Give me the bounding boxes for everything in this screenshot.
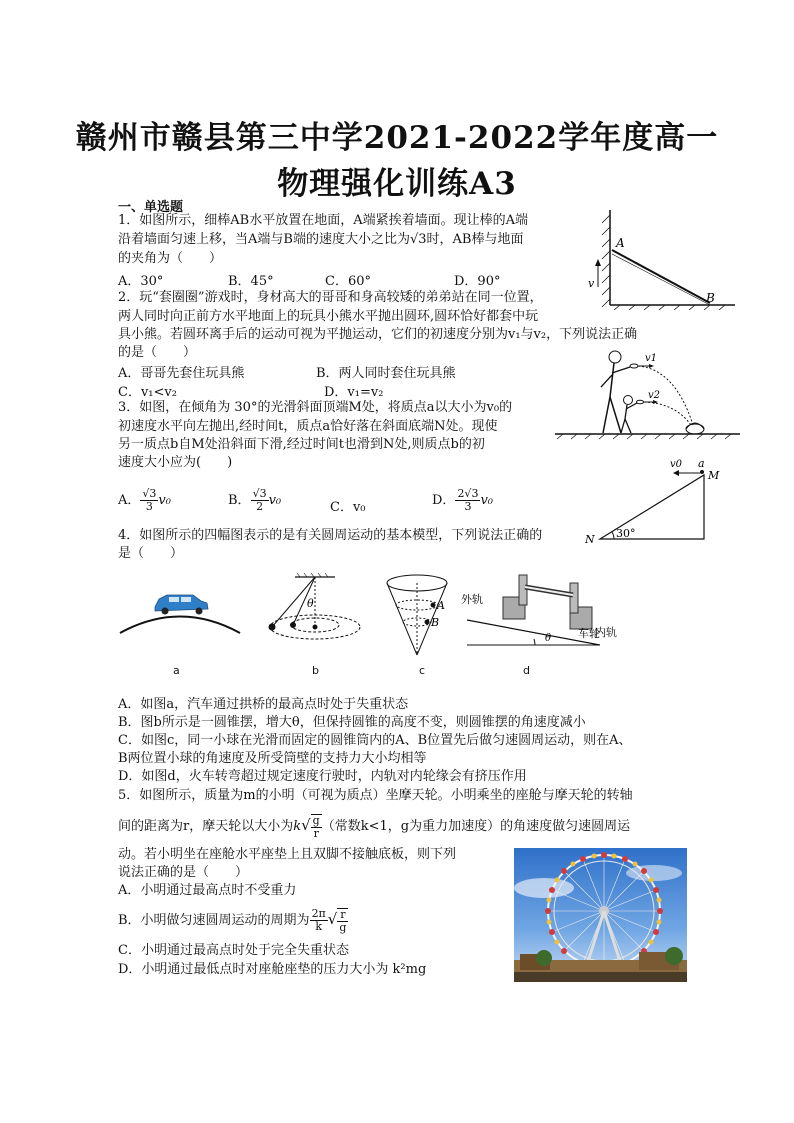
section-heading: 一、单选题 — [118, 200, 184, 215]
q4-caption-c: c — [419, 664, 426, 677]
q4-label-b: B — [431, 616, 440, 629]
q1-label-v: v — [588, 277, 595, 290]
q4-line2: 是（ ） — [118, 546, 184, 561]
q1-option-c: C．60° — [325, 274, 371, 289]
q2-label-v2: v2 — [648, 390, 661, 401]
q1-label-a: A — [616, 236, 625, 250]
q4-figure-b — [269, 573, 361, 639]
q4-label-outer: 外轨 — [461, 593, 483, 606]
q1-line3: 的夹角为（ ） — [118, 251, 223, 266]
q5-line3: 动。若小明坐在座舱水平座垫上且双脚不接触底板，则下列 — [118, 847, 457, 862]
q5-line2: 间的距离为r，摩天轮以大小为k√ $\frac{g}{r}$ （常数k<1，g为重力加速度）的角速度做匀速圆周运 — [118, 813, 631, 840]
q4-figure-c — [387, 575, 447, 655]
q3-option-b: B． $\frac{√3}{2}$ v₀ — [228, 487, 282, 513]
q3-figure — [580, 455, 730, 545]
q2-figure — [555, 345, 740, 440]
q4-caption-d: d — [523, 664, 530, 677]
q4-option-a: A．如图a，汽车通过拱桥的最高点时处于失重状态 — [118, 697, 409, 712]
q4-option-b: B．图b所示是一圆锥摆，增大θ，但保持圆锥的高度不变，则圆锥摆的角速度减小 — [118, 715, 586, 730]
q3-label-n: N — [585, 533, 595, 545]
q2-line1: 2．玩“套圈圈”游戏时，身材高大的哥哥和身高较矮的弟弟站在同一位置， — [118, 290, 543, 305]
q4-label-a: A — [437, 599, 445, 612]
q5-option-b: B．小明做匀速圆周运动的周期为 $\frac{2\pi}{k}$ √ $\frac{r}{g}$ — [118, 907, 347, 934]
q5-line4: 说法正确的是（ ） — [118, 865, 249, 880]
q4-figures — [115, 565, 605, 665]
q2-line2: 两人同时向正前方水平地面上的玩具小熊水平抛出圆环,圆环恰好都套中玩 — [118, 309, 539, 324]
q5-option-c: C．小明通过最高点时处于完全失重状态 — [118, 943, 349, 958]
q3-line1: 3．如图，在倾角为 30°的光滑斜面顶端M处，将质点a以大小为v₀的 — [118, 400, 513, 415]
q3-option-c: C．v₀ — [330, 500, 366, 515]
q2-option-d: D．v₁=v₂ — [324, 385, 384, 400]
q3-line2: 初速度水平向左抛出,经时间t，质点a恰好落在斜面底端N处。现使 — [118, 419, 498, 434]
q2-line3: 具小熊。若圆环离手后的运动可视为平抛运动，它们的初速度分别为v₁与v₂，下列说法正确 — [118, 327, 638, 342]
q4-label-bank-angle: θ — [545, 633, 552, 644]
q4-figure-d — [461, 575, 600, 645]
q4-label-theta: θ — [307, 597, 314, 610]
q4-option-d: D．如图d，火车转弯超过规定速度行驶时，内轨对内轮缘会有挤压作用 — [118, 769, 527, 784]
page-title-line2: 物理强化训练A3 — [277, 166, 517, 202]
q4-line1: 4．如图所示的四幅图表示的是有关圆周运动的基本模型，下列说法正确的 — [118, 528, 543, 543]
q1-option-a: A．30° — [118, 274, 164, 289]
q4-label-inner-text: 内轨 — [595, 626, 617, 639]
q1-line2: 沿着墙面匀速上移，当A端与B端的速度大小之比为√3时，AB棒与地面 — [118, 232, 524, 247]
ferris-wheel-photo — [514, 848, 687, 982]
q3-label-v0: v0 — [670, 459, 683, 470]
q2-line4: 的是（ ） — [118, 345, 197, 360]
q4-figure-a — [120, 595, 240, 633]
q1-option-b: B．45° — [228, 274, 274, 289]
q4-caption-b: b — [312, 664, 319, 677]
q4-caption-a: a — [173, 664, 180, 677]
q2-option-a: A．哥哥先套住玩具熊 — [118, 366, 245, 381]
q3-label-angle: 30° — [616, 527, 636, 540]
q5-option-d: D．小明通过最低点时对座舱座垫的压力大小为 k²mg — [118, 962, 427, 977]
q3-label-m: M — [708, 469, 720, 482]
q2-label-v1: v1 — [645, 353, 658, 364]
q4-label-wheel: 车轮 — [578, 627, 600, 640]
q3-line4: 速度大小应为( ) — [118, 455, 233, 470]
q3-label-a: a — [698, 457, 705, 470]
q3-option-d: D． $\frac{2√3}{3}$ v₀ — [432, 487, 494, 513]
q1-label-b: B — [706, 291, 715, 305]
page-title-line1: 赣州市赣县第三中学2021-2022学年度高一 — [75, 120, 719, 156]
q3-option-a: A． $\frac{√3}{3}$ v₀ — [118, 487, 171, 513]
q1-line1: 1．如图所示，细棒AB水平放置在地面，A端紧挨着墙面。现让棒的A端 — [118, 213, 528, 228]
q1-option-d: D．90° — [454, 274, 501, 289]
q3-line3: 另一质点b自M处沿斜面下滑,经过时间t也滑到N处,则质点b的初 — [118, 437, 485, 452]
q2-option-b: B．两人同时套住玩具熊 — [316, 366, 456, 381]
q2-option-c: C．v₁<v₂ — [118, 385, 177, 400]
q4-option-c-line2: B两位置小球的角速度及所受筒壁的支持力大小均相等 — [118, 751, 427, 766]
q1-figure — [580, 205, 740, 310]
q5-option-a: A．小明通过最高点时不受重力 — [118, 883, 297, 898]
q4-option-c-line1: C．如图c，同一小球在光滑而固定的圆锥筒内的A、B位置先后做匀速圆周运动，则在A、 — [118, 733, 632, 748]
q5-line1: 5．如图所示，质量为m的小明（可视为质点）坐摩天轮。小明乘坐的座舱与摩天轮的转轴 — [118, 788, 633, 803]
